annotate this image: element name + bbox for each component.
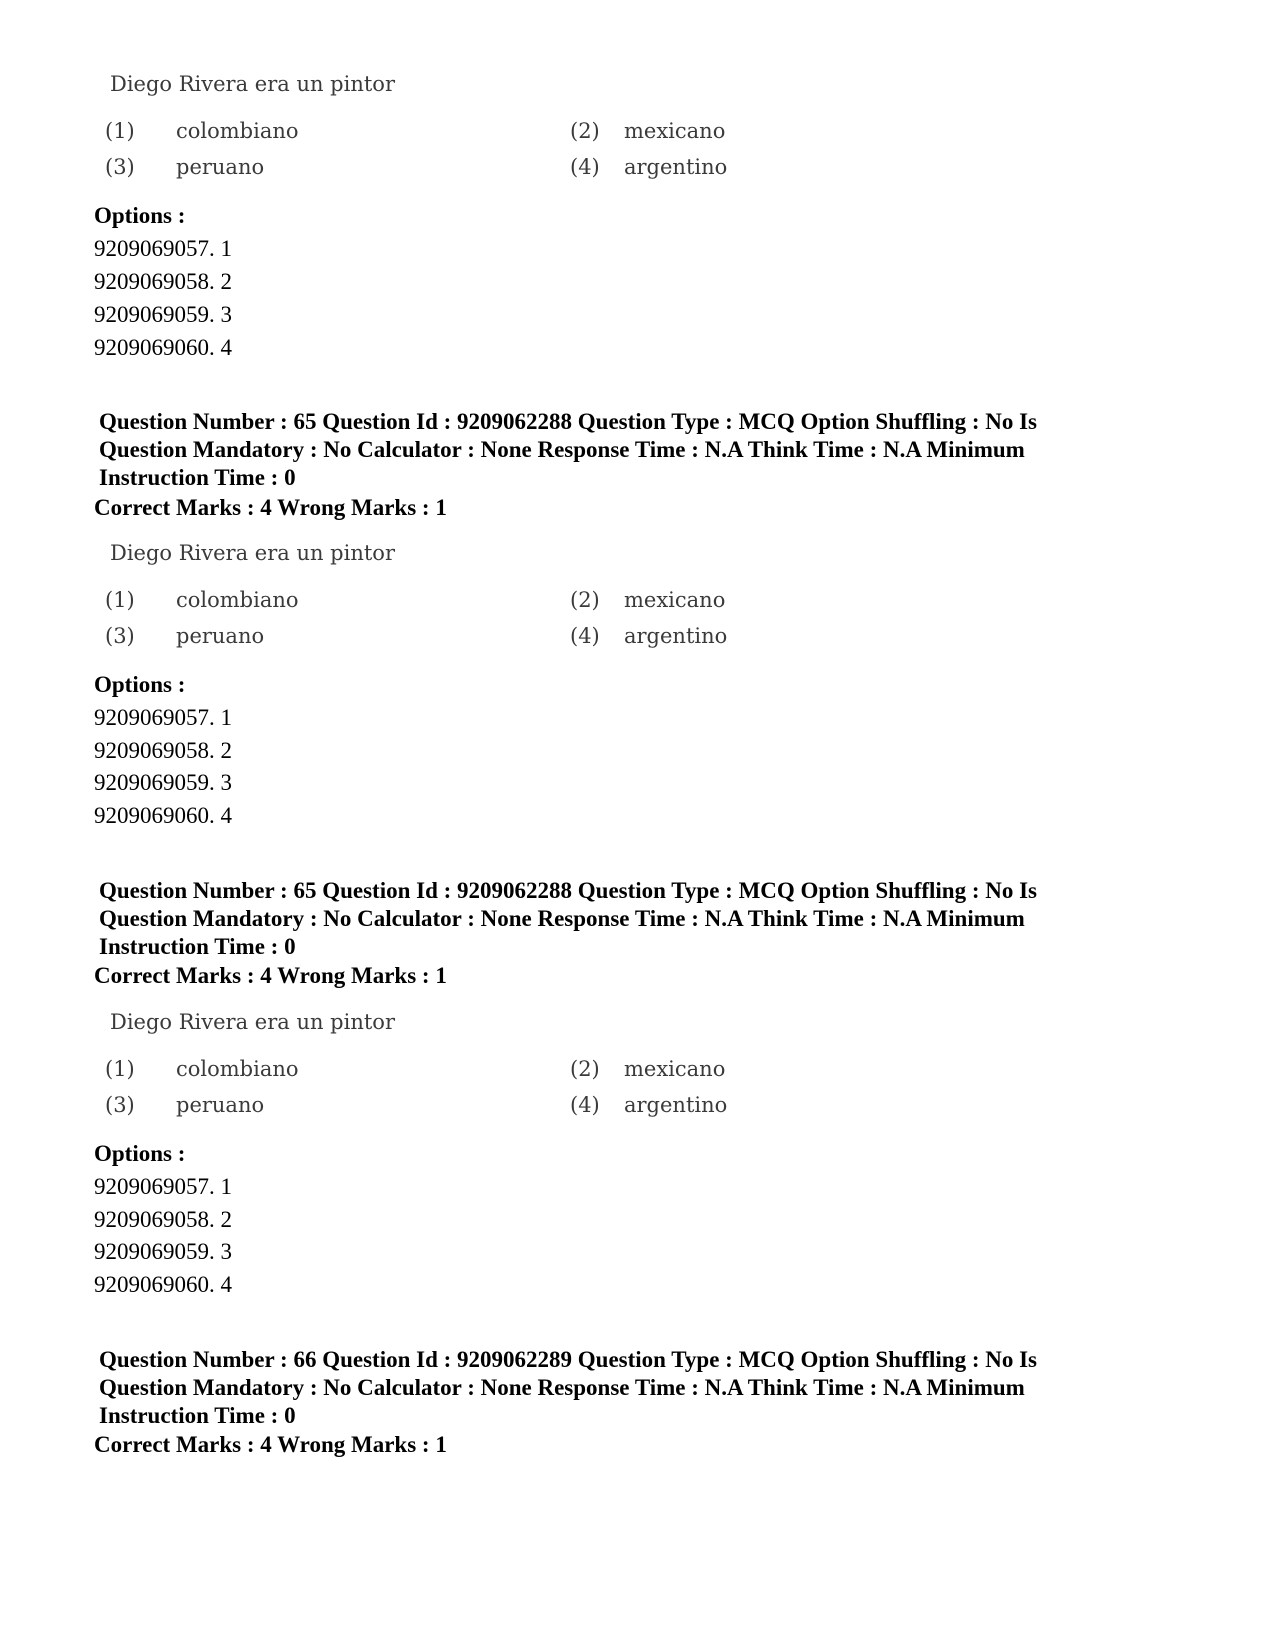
choice-text: argentino bbox=[624, 624, 728, 648]
choice-text: mexicano bbox=[624, 1057, 726, 1081]
options-label: Options : bbox=[94, 1141, 186, 1166]
meta-line: Instruction Time : 0 bbox=[99, 465, 296, 490]
option-line: 9209069060. 4 bbox=[94, 1272, 232, 1297]
choice-number: (1) bbox=[105, 1057, 135, 1081]
choice-text: peruano bbox=[176, 155, 265, 179]
choice-number: (2) bbox=[570, 119, 600, 143]
option-line: 9209069058. 2 bbox=[94, 738, 232, 763]
choice-number: (1) bbox=[105, 119, 135, 143]
choice-text: peruano bbox=[176, 1093, 265, 1117]
meta-line: Question Mandatory : No Calculator : None Response Time : N.A Think Time : N.A Minimum bbox=[99, 906, 1025, 931]
meta-line: Question Number : 66 Question Id : 9209062289 Question Type : MCQ Option Shuffling : No Is bbox=[99, 1347, 1038, 1372]
meta-line: Question Mandatory : No Calculator : None Response Time : N.A Think Time : N.A Minimum bbox=[99, 1375, 1025, 1400]
question-stem: Diego Rivera era un pintor bbox=[110, 72, 395, 96]
question-stem: Diego Rivera era un pintor bbox=[110, 541, 395, 565]
choice-text: peruano bbox=[176, 624, 265, 648]
option-line: 9209069057. 1 bbox=[94, 236, 232, 261]
question-meta bbox=[99, 408, 1189, 492]
choice-number: (2) bbox=[570, 588, 600, 612]
question-meta bbox=[99, 877, 1189, 961]
choice-text: mexicano bbox=[624, 588, 726, 612]
choice-number: (4) bbox=[570, 1093, 600, 1117]
choice-text: argentino bbox=[624, 155, 728, 179]
option-line: 9209069060. 4 bbox=[94, 803, 232, 828]
choice-number: (4) bbox=[570, 624, 600, 648]
option-line: 9209069057. 1 bbox=[94, 705, 232, 730]
question-image bbox=[100, 72, 780, 192]
choice-text: colombiano bbox=[176, 588, 299, 612]
choice-text: colombiano bbox=[176, 119, 299, 143]
meta-line: Question Mandatory : No Calculator : None Response Time : N.A Think Time : N.A Minimum bbox=[99, 437, 1025, 462]
options-label: Options : bbox=[94, 203, 186, 228]
choice-text: mexicano bbox=[624, 119, 726, 143]
meta-line: Instruction Time : 0 bbox=[99, 1403, 296, 1428]
meta-line: Question Number : 65 Question Id : 9209062288 Question Type : MCQ Option Shuffling : No Is bbox=[99, 409, 1038, 434]
option-line: 9209069058. 2 bbox=[94, 269, 232, 294]
option-line: 9209069059. 3 bbox=[94, 302, 232, 327]
marks-line: Correct Marks : 4 Wrong Marks : 1 bbox=[94, 963, 447, 988]
marks-line: Correct Marks : 4 Wrong Marks : 1 bbox=[94, 495, 447, 520]
meta-line: Question Number : 65 Question Id : 9209062288 Question Type : MCQ Option Shuffling : No Is bbox=[99, 878, 1038, 903]
choice-text: colombiano bbox=[176, 1057, 299, 1081]
question-image bbox=[100, 1010, 780, 1130]
choice-text: argentino bbox=[624, 1093, 728, 1117]
choice-number: (3) bbox=[105, 1093, 135, 1117]
options-label: Options : bbox=[94, 672, 186, 697]
choice-number: (3) bbox=[105, 624, 135, 648]
option-line: 9209069060. 4 bbox=[94, 335, 232, 360]
choice-number: (4) bbox=[570, 155, 600, 179]
question-image bbox=[100, 541, 780, 661]
option-line: 9209069059. 3 bbox=[94, 770, 232, 795]
option-line: 9209069057. 1 bbox=[94, 1174, 232, 1199]
choice-number: (2) bbox=[570, 1057, 600, 1081]
choice-number: (3) bbox=[105, 155, 135, 179]
option-line: 9209069058. 2 bbox=[94, 1207, 232, 1232]
option-line: 9209069059. 3 bbox=[94, 1239, 232, 1264]
question-meta bbox=[99, 1346, 1189, 1430]
meta-line: Instruction Time : 0 bbox=[99, 934, 296, 959]
choice-number: (1) bbox=[105, 588, 135, 612]
marks-line: Correct Marks : 4 Wrong Marks : 1 bbox=[94, 1432, 447, 1457]
question-stem: Diego Rivera era un pintor bbox=[110, 1010, 395, 1034]
